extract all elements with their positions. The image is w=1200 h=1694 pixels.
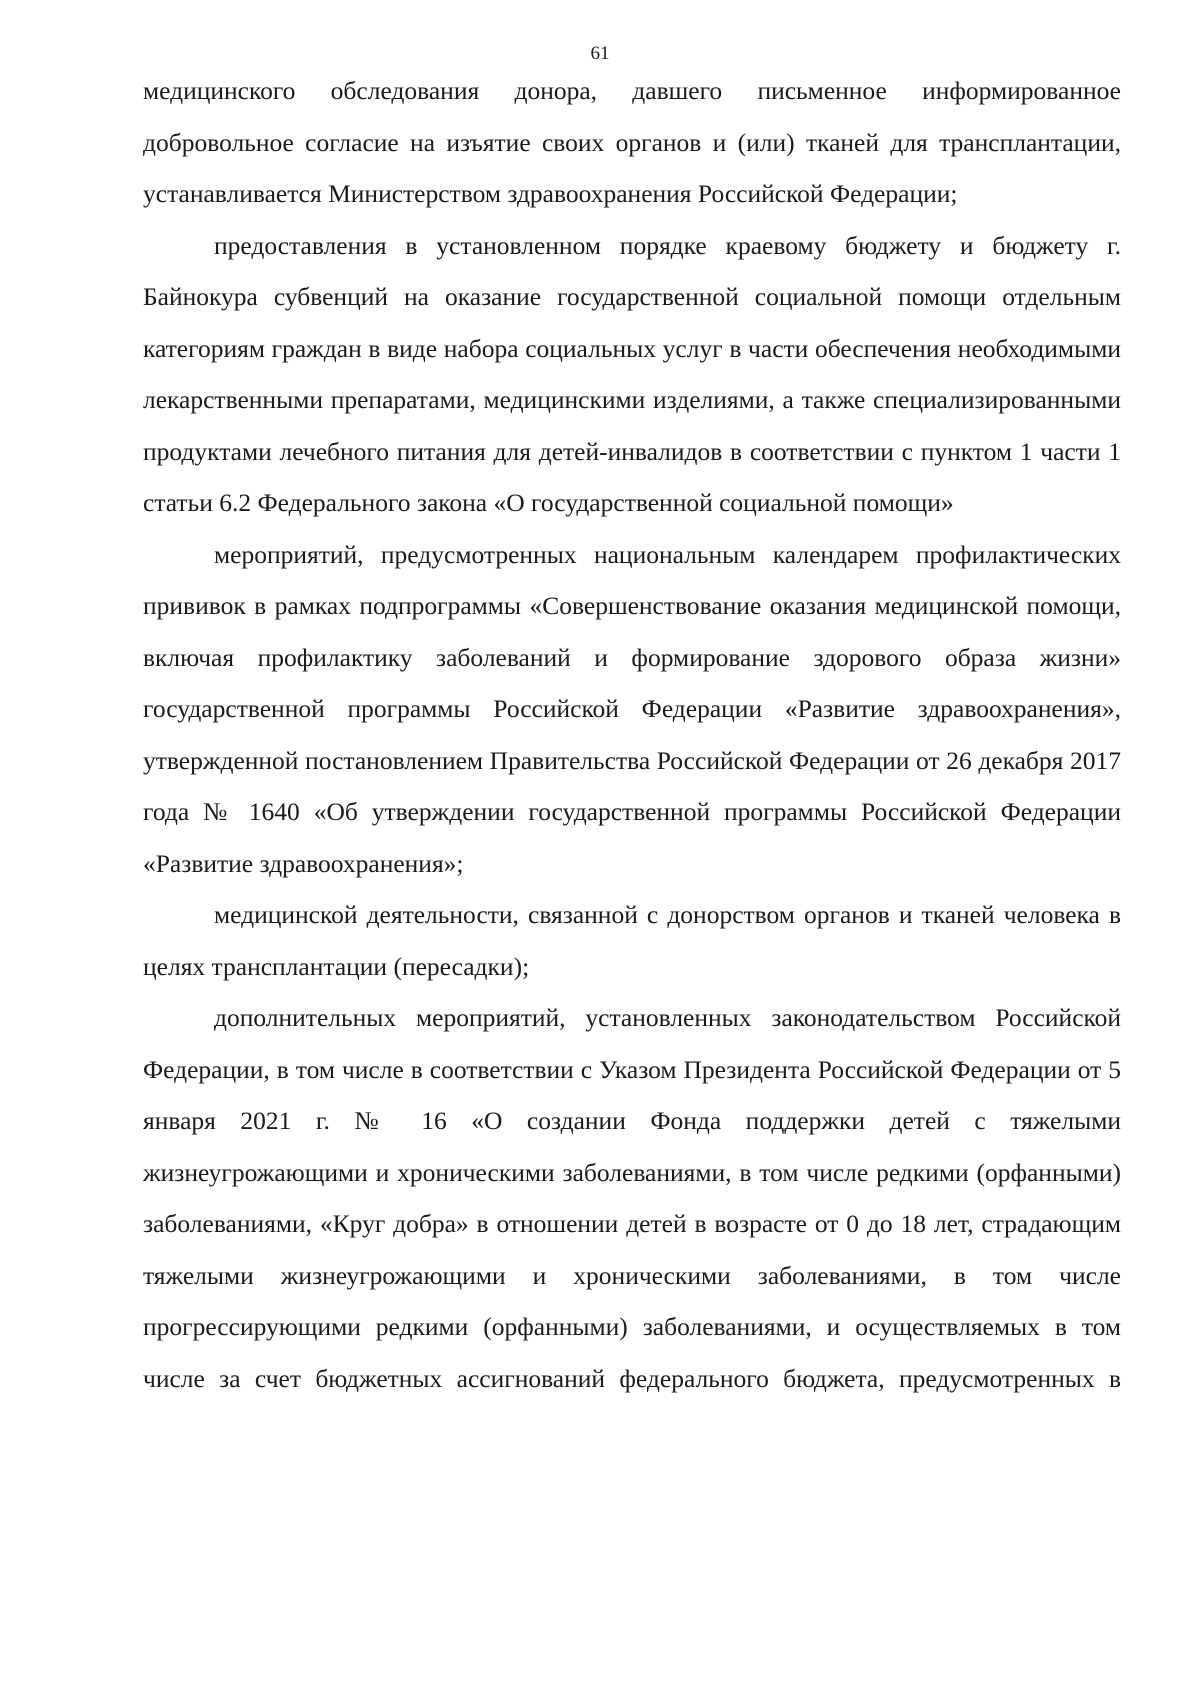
- paragraph-3: мероприятий, предусмотренных национальным календарем профилактических прививок в рамках подпрограммы «Совершенствование оказания медицинской помощи, включая профилактику заболеваний и формирование здорового образа жизни» государственной программы Российской Федерации «Развитие здравоохранения», утвержденной постановлением Правительства Российской Федерации от 26 декабря 2017 года № 1640 «Об утверждении государственной программы Российской Федерации «Развитие здравоохранения»;: [143, 539, 1121, 878]
- paragraph-4: медицинской деятельности, связанной с донорством органов и тканей человека в целях трансплантации (пересадки);: [143, 900, 1121, 981]
- body-text: [143, 65, 1121, 1404]
- paragraph-1: медицинского обследования донора, давшего письменное информированное добровольное согласие на изъятие своих органов и (или) тканей для трансплантации, устанавливается Министерством здравоохранения Российской Федерации;: [143, 76, 1121, 208]
- paragraph-2: предоставления в установленном порядке краевому бюджету и бюджету г. Байнокура субвенций на оказание государственной социальной помощи отдельным категориям граждан в виде набора социальных услуг в части обеспечения необходимыми лекарственными препаратами, медицинскими изделиями, а также специализированными продуктами лечебного питания для детей-инвалидов в соответствии с пунктом 1 части 1 статьи 6.2 Федерального закона «О государственной социальной помощи»: [143, 230, 1121, 517]
- paragraph-5: дополнительных мероприятий, установленных законодательством Российской Федерации, в том числе в соответствии с Указом Президента Российской Федерации от 5 января 2021 г. № 16 «О создании Фонда поддержки детей с тяжелыми жизнеугрожающими и хроническими заболеваниями, в том числе редкими (орфанными) заболеваниями, «Круг добра» в отношении детей в возрасте от 0 до 18 лет, страдающим тяжелыми жизнеугрожающими и хроническими заболеваниями, в том числе прогрессирующими редкими (орфанными) заболеваниями, и осуществляемых в том числе за счет бюджетных ассигнований федерального бюджета, предусмотренных в: [143, 1003, 1121, 1393]
- page-number: 61: [590, 43, 610, 64]
